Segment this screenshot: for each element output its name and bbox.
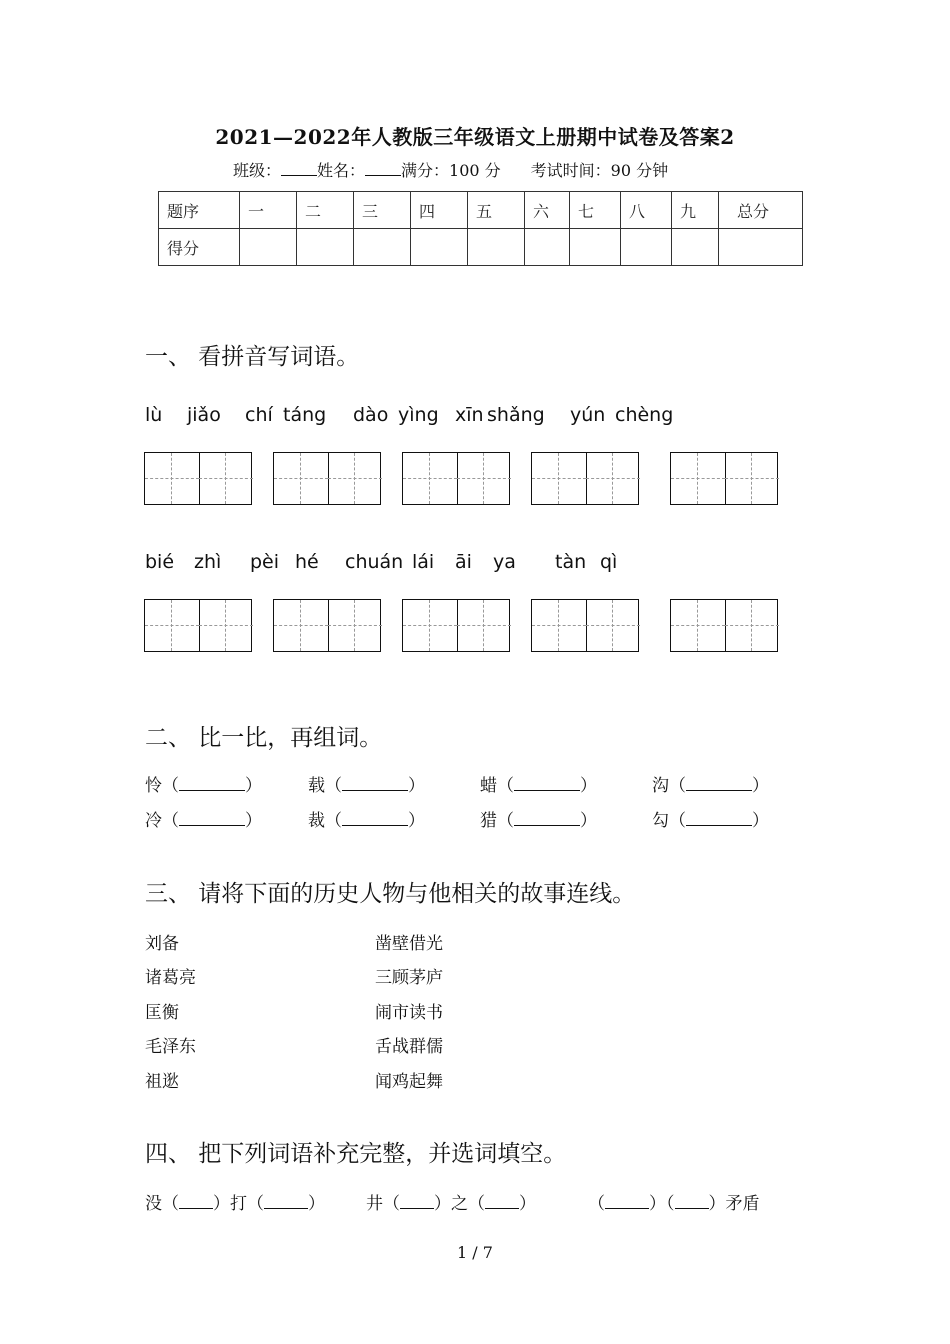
writing-grid[interactable]	[402, 452, 510, 505]
table-cell: 八	[621, 192, 672, 229]
answer-blank[interactable]	[342, 811, 408, 826]
pinyin: dào	[353, 404, 389, 426]
char: 蜡	[480, 776, 497, 796]
answer-blank[interactable]	[514, 811, 580, 826]
writing-grid[interactable]	[670, 452, 778, 505]
answer-blank[interactable]	[485, 1194, 519, 1209]
score-cell[interactable]	[240, 229, 297, 266]
writing-grid[interactable]	[273, 452, 381, 505]
name-blank	[365, 161, 401, 176]
section-1-title: 一、 看拼音写词语。	[145, 344, 360, 370]
page-number: 1 / 7	[457, 1243, 493, 1262]
answer-blank[interactable]	[675, 1194, 709, 1209]
story-item[interactable]: 三顾茅庐	[375, 968, 443, 988]
story-item[interactable]: 舌战群儒	[375, 1037, 443, 1057]
char: 猎	[480, 811, 497, 831]
table-cell: 九	[672, 192, 719, 229]
person-item[interactable]: 毛泽东	[145, 1037, 196, 1057]
pinyin: lái	[412, 551, 435, 573]
char: 沟	[652, 776, 669, 796]
pinyin: yìng	[398, 404, 439, 426]
class-label: 班级：	[233, 161, 282, 180]
idiom-line: 井（ ）之（ ）	[366, 1194, 536, 1214]
score-cell[interactable]	[570, 229, 621, 266]
char: 冷	[145, 811, 162, 831]
answer-blank[interactable]	[686, 776, 752, 791]
pinyin: āi	[455, 551, 472, 573]
story-item[interactable]: 闹市读书	[375, 1003, 443, 1023]
char: 怜	[145, 776, 162, 796]
story-item[interactable]: 凿壁借光	[375, 934, 443, 954]
pinyin: chí	[245, 404, 273, 426]
pinyin: chuán	[345, 551, 404, 573]
pinyin: jiǎo	[187, 404, 221, 426]
char: 载	[308, 776, 325, 796]
exam-info	[233, 158, 668, 181]
pinyin: yún	[570, 404, 606, 426]
table-cell: 总分	[719, 192, 803, 229]
pinyin: bié	[145, 551, 175, 573]
exam-time: 考试时间：90 分钟	[530, 161, 669, 180]
writing-grid[interactable]	[144, 452, 252, 505]
pinyin: shǎng	[487, 404, 545, 426]
answer-blank[interactable]	[179, 811, 245, 826]
full-score: 满分：100 分	[401, 161, 501, 180]
writing-grid[interactable]	[144, 599, 252, 652]
table-cell: 一	[240, 192, 297, 229]
section-2-title: 二、 比一比，再组词。	[145, 725, 383, 751]
word-item: 蜡（ ）	[480, 776, 597, 796]
writing-grid[interactable]	[531, 599, 639, 652]
answer-blank[interactable]	[342, 776, 408, 791]
name-label: 姓名：	[317, 161, 366, 180]
class-blank	[281, 161, 317, 176]
person-item[interactable]: 刘备	[145, 934, 179, 954]
word-item: 冷（ ）	[145, 811, 262, 831]
writing-grid[interactable]	[670, 599, 778, 652]
answer-blank[interactable]	[686, 811, 752, 826]
section-3-title: 三、 请将下面的历史人物与他相关的故事连线。	[145, 881, 636, 907]
pinyin: hé	[295, 551, 319, 573]
pinyin: chèng	[615, 404, 674, 426]
pinyin: pèi	[250, 551, 280, 573]
table-row	[159, 192, 803, 229]
table-cell: 六	[525, 192, 570, 229]
word-item: 裁（ ）	[308, 811, 425, 831]
idiom-line: （ ）（ ）矛盾	[588, 1194, 760, 1214]
score-cell[interactable]	[621, 229, 672, 266]
idiom-line: 没（ ）打（ ）	[145, 1194, 325, 1214]
table-cell: 题序	[159, 192, 240, 229]
table-cell: 三	[354, 192, 411, 229]
word-item: 勾（ ）	[652, 811, 769, 831]
story-item[interactable]: 闻鸡起舞	[375, 1072, 443, 1092]
pinyin: táng	[283, 404, 327, 426]
score-cell[interactable]	[297, 229, 354, 266]
word-item: 怜（ ）	[145, 776, 262, 796]
table-cell: 得分	[159, 229, 240, 266]
word-item: 沟（ ）	[652, 776, 769, 796]
table-cell: 七	[570, 192, 621, 229]
pinyin: ya	[493, 551, 516, 573]
person-item[interactable]: 祖逖	[145, 1072, 179, 1092]
person-item[interactable]: 匡衡	[145, 1003, 179, 1023]
table-cell: 二	[297, 192, 354, 229]
table-cell: 五	[468, 192, 525, 229]
score-cell[interactable]	[672, 229, 719, 266]
table-row	[159, 229, 803, 266]
writing-grid[interactable]	[402, 599, 510, 652]
pinyin: tàn	[555, 551, 587, 573]
char: 裁	[308, 811, 325, 831]
score-cell[interactable]	[719, 229, 803, 266]
score-cell[interactable]	[525, 229, 570, 266]
table-cell: 四	[411, 192, 468, 229]
answer-blank[interactable]	[179, 776, 245, 791]
score-table	[158, 191, 803, 266]
writing-grid[interactable]	[273, 599, 381, 652]
pinyin: zhì	[194, 551, 222, 573]
score-cell[interactable]	[354, 229, 411, 266]
person-item[interactable]: 诸葛亮	[145, 968, 196, 988]
answer-blank[interactable]	[400, 1194, 434, 1209]
page-title: 2021—2022年人教版三年级语文上册期中试卷及答案2	[215, 125, 735, 149]
word-item: 载（ ）	[308, 776, 425, 796]
writing-grid[interactable]	[531, 452, 639, 505]
pinyin: lù	[145, 404, 163, 426]
word-item: 猎（ ）	[480, 811, 597, 831]
answer-blank[interactable]	[264, 1194, 308, 1209]
section-4-title: 四、 把下列词语补充完整，并选词填空。	[145, 1141, 567, 1167]
pinyin: xīn	[455, 404, 484, 426]
char: 勾	[652, 811, 669, 831]
answer-blank[interactable]	[514, 776, 580, 791]
answer-blank[interactable]	[179, 1194, 213, 1209]
pinyin: qì	[600, 551, 618, 573]
score-cell[interactable]	[468, 229, 525, 266]
score-cell[interactable]	[411, 229, 468, 266]
answer-blank[interactable]	[605, 1194, 649, 1209]
